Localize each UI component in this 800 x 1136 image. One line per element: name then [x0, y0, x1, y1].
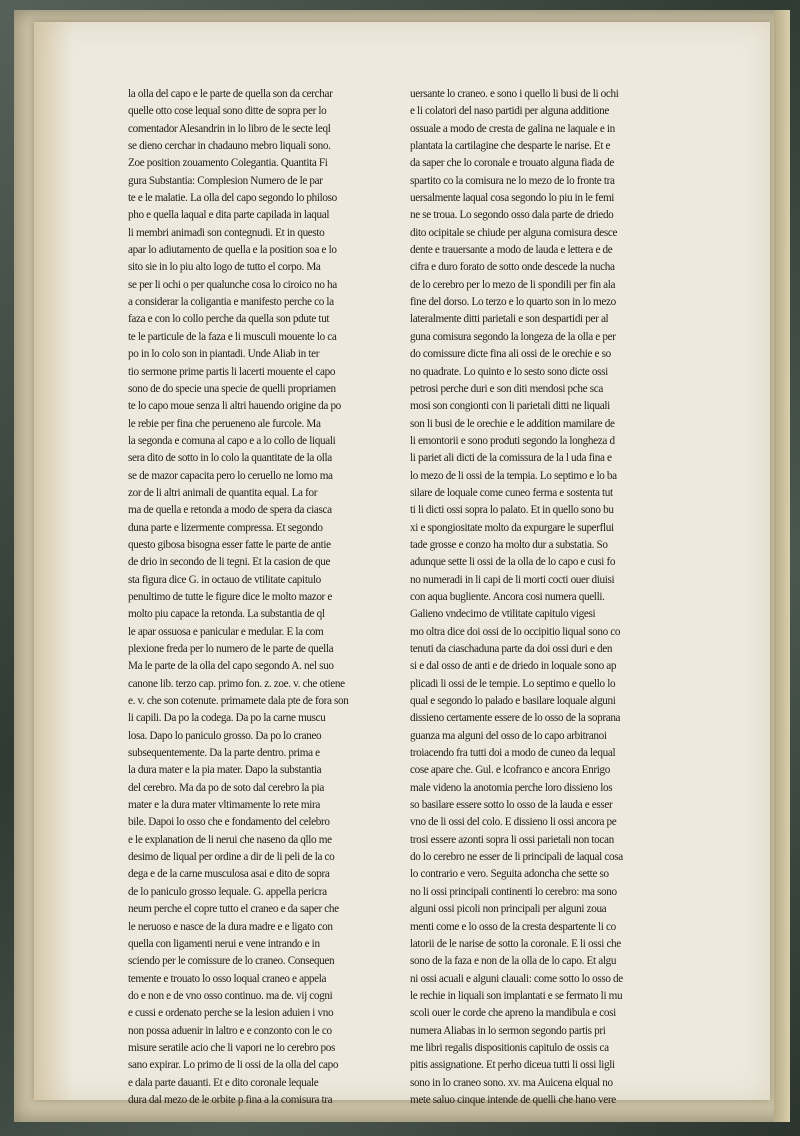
right-column-line: spartito co la comisura ne lo mezo de lo fronte tra [410, 174, 615, 187]
right-column-line: mete saluo cinque intende de quelli che hano vere [410, 1093, 616, 1106]
right-column-line: li pariet ali dicti de la comissura de la l uda fina e [410, 452, 612, 465]
right-column-line: con aqua bugliente. Ancora cosi numera quelli. [410, 590, 605, 603]
right-column-line: li emontorii e sono produti segondo la longheza d [410, 434, 615, 447]
page-gutter-stain [34, 22, 74, 1100]
right-column-line: cifra e duro forato de sotto onde descede la nucha [410, 261, 615, 274]
cover-edge [774, 10, 790, 1122]
left-column-line: non possa aduenir in laltro e e conzonto con le co [128, 1024, 332, 1037]
left-column-line: e dala parte dauanti. Et e dito coronale lequale [128, 1076, 319, 1089]
right-column-line: silare de loquale come cuneo ferma e sostenta tut [410, 486, 613, 499]
right-column-line: scoli ouer le corde che apreno la mandibula e cosi [410, 1007, 616, 1020]
left-column-line: apar lo adiutamento de quella e la position soa e lo [128, 244, 337, 257]
left-column-line: neum perche el copre tutto el craneo e da saper che [128, 903, 339, 916]
left-column-line: quella con ligamenti nerui e vene intrando e in [128, 937, 320, 950]
right-column-line: plantata la cartilagine che desparte le narise. Et e [410, 140, 611, 153]
right-column-line: tade grosse e conzo ha molto dur a substatia. So [410, 538, 608, 551]
left-column-line: misure seratile acio che li vapori ne lo cerebro pos [128, 1041, 336, 1054]
right-column-line: son li busi de le orechie e le addition mamilare de [410, 417, 615, 430]
left-column-line: la olla del capo e le parte de quella son da cerchar [128, 88, 333, 100]
right-column-line: troiacendo fra tutti doi a modo de cuneo da lequal [410, 747, 616, 760]
right-column-line: e li colatori del naso partidi per alguna additione [410, 105, 609, 118]
right-column-line: sono in lo craneo sono. xv. ma Auicena elqual no [410, 1076, 613, 1089]
right-column-line: dito ocipitale se chiude per alguna comisura desce [410, 226, 618, 239]
left-column-line: a considerar la coligantia e manifesto perche co la [128, 296, 334, 309]
left-column-line: le rebie per fina che perueneno ale furcole. Ma [128, 417, 321, 430]
left-column-line: duna parte e lizermente compressa. Et segondo [128, 521, 323, 534]
right-column-line: si e dal osso de anti e de driedo in loquale sono ap [410, 660, 617, 673]
left-column-line: sito sie in lo piu alto logo de tutto el corpo. Ma [128, 261, 321, 274]
right-column-line: dente e trauersante a modo de lauda e lettera e de [410, 244, 613, 257]
right-column-line: dissieno certamente essere de lo osso de la soprana [410, 712, 621, 725]
right-column-line: ossuale a modo de cresta de galina ne laquale e in [410, 122, 615, 135]
right-column-line: guna comisura segondo la longeza de la olla e per [410, 330, 616, 343]
left-column-line: sera dito de sotto in lo colo la quantitate de la olla [128, 452, 332, 465]
right-column-line: lateralmente ditti parietali e son despartidi per al [410, 313, 609, 326]
left-column-line: la dura mater e la pia mater. Dapo la substantia [128, 764, 322, 777]
right-column-line: uersalmente laqual cosa segondo lo piu in le femi [410, 192, 615, 205]
left-column-line: questo gibosa bisogna esser fatte le parte de antie [128, 538, 331, 551]
right-column-line: alguni ossi picoli non principali per alguni zoua [410, 903, 607, 916]
left-column-line: de drio in secondo de li tegni. Et la casion de que [128, 556, 331, 569]
right-column-line: so basilare essere sotto lo osso de la lauda e esser [410, 799, 613, 812]
left-column-line: molto piu capace la retonda. La substantia de ql [128, 608, 325, 621]
left-column-line: gura Substantia: Complesion Numero de le par [128, 174, 323, 187]
left-column-line: la segonda e comuna al capo e a lo collo de liquali [128, 434, 336, 447]
right-column-line: plicadi li ossi de le tempie. Lo septimo e quello lo [410, 677, 616, 690]
right-column-line: menti come e lo osso de la cresta despartente li co [410, 920, 616, 933]
right-column-line: no numeradi in li capi de li morti cocti ouer diuisi [410, 573, 615, 586]
left-column-line: dura dal mezo de le orbite p fina a la comisura tra [128, 1093, 333, 1106]
right-column-line: cose apare che. Gul. e lcofranco e ancora Enrigo [410, 764, 610, 777]
left-column-line: mater e la dura mater vltimamente lo rete mira [128, 799, 321, 812]
left-column-line: losa. Dapo lo paniculo grosso. Da po lo craneo [128, 729, 322, 742]
left-text-column [128, 86, 400, 1109]
right-column-line: vno de li ossi del colo. E dissieno li ossi ancora pe [410, 816, 617, 829]
left-column-line: e cussi e ordenato perche se la lesion aduien i vno [128, 1007, 334, 1020]
left-column-line: le apar ossuosa e panicular e medular. E la com [128, 625, 324, 638]
left-column-line: te lo capo moue senza li altri hauendo origine da po [128, 400, 341, 413]
right-column-line: le rechie in liquali son implantati e se fermato li mu [410, 989, 623, 1002]
left-column-line: sono de do specie una specie de quelli propriamen [128, 382, 336, 395]
left-column-line: comentador Alesandrin in lo libro de le secte leql [128, 122, 331, 135]
left-column-line: zor de li altri animali de quantita equal. La for [128, 486, 318, 499]
right-column-line: me libri regalis dispositionis capitulo de ossis ca [410, 1041, 609, 1054]
right-column-line: de lo cerebro per lo mezo de li spondili per fin ala [410, 278, 616, 291]
left-column-line: Zoe position zouamento Colegantia. Quantita Fi [128, 157, 328, 170]
left-column-line: ma de quella e retonda a modo de spera da ciasca [128, 504, 332, 517]
left-column-line: li membri animadi son contegnudi. Et in questo [128, 226, 325, 239]
right-column-line: mosi son congionti con li parietali ditti ne liquali [410, 400, 610, 413]
left-column-line: sta figura dice G. in octauo de vtilitate capitulo [128, 573, 321, 586]
right-column-line: ne se troua. Lo segondo osso dala parte de driedo [410, 209, 614, 222]
left-column-line: se per li ochi o per qualunche cosa lo ciroico no ha [128, 278, 337, 291]
right-text-column [410, 86, 682, 1109]
left-column-line: desimo de liqual per ordine a dir de li peli de la co [128, 851, 335, 864]
right-column-line: trosi essere azonti sopra li ossi parietali non tocan [410, 833, 614, 846]
left-column-line: plexione freda per lo numero de le parte de quella [128, 643, 334, 655]
left-column-line: le neruoso e nasce de la dura madre e e ligato con [128, 920, 333, 933]
left-column-line: dega e de la carne musculosa asai e dito de sopra [128, 868, 330, 881]
right-column-line: latorii de le narise de sotto la coronale. E li ossi che [410, 937, 621, 950]
left-column-line: sciendo per le comissure de lo craneo. Consequen [128, 955, 335, 968]
left-column-line: do e non e de vno osso continuo. ma de. vij cogni [128, 989, 333, 1002]
left-column-line: li capili. Da po la codega. Da po la carne muscu [128, 712, 326, 725]
left-column-line: e le explanation de li nerui che naseno da qllo me [128, 833, 332, 846]
left-column-line: de lo paniculo grosso lequale. G. appella pericra [128, 885, 327, 898]
right-column-line: uersante lo craneo. e sono i quello li busi de li ochi [410, 88, 619, 100]
left-column-line: te le particule de la faza e li musculi mouente lo ca [128, 330, 337, 343]
right-column-line: do comissure dicte fina ali ossi de le orechie e so [410, 348, 611, 361]
left-column-line: e. v. che son cotenute. primamete dala pte de fora son [128, 695, 349, 708]
right-column-line: male videno la anotomia perche loro dissieno los [410, 781, 613, 794]
right-column-line: da saper che lo coronale e trouato alguna fiada de [410, 157, 614, 170]
right-column-line: adunque sette li ossi de la olla de lo capo e cusi fo [410, 556, 616, 569]
right-column-line: pitis assignatione. Et perho diceua tutti li ossi ligli [410, 1059, 615, 1072]
right-column-line: mo oltra dice doi ossi de lo occipitio liqual sono co [410, 625, 621, 638]
right-column-line: Galieno vndecimo de vtilitate capitulo vigesi [410, 608, 596, 621]
right-column-line: guanza ma alguni del osso de lo capo arbitranoi [410, 729, 607, 742]
left-column-line: se dieno cerchar in chadauno mebro liquali sono. [128, 140, 331, 153]
left-column-line: del cerebro. Ma da po de soto dal cerebro la pia [128, 781, 324, 794]
left-column-line: pho e quella laqual e dita parte capilada in laqual [128, 209, 330, 222]
left-column-line: sano expirar. Lo primo de li ossi de la olla del capo [128, 1059, 339, 1072]
left-column-line: se de mazor capacita pero lo ceruello ne lomo ma [128, 469, 333, 482]
right-column-line: lo contrario e vero. Seguita adoncha che sette so [410, 868, 609, 881]
left-column-line: Ma le parte de la olla del capo segondo A. nel suo [128, 660, 334, 673]
right-column-line: lo mezo de li ossi de la tempia. Lo septimo e lo ba [410, 469, 617, 482]
left-column-line: penultimo de tutte le figure dice le molto mazor e [128, 590, 332, 603]
left-column-line: bile. Dapoi lo osso che e fondamento del celebro [128, 816, 330, 829]
right-column-line: sono de la faza e non de la olla de lo capo. Et algu [410, 955, 617, 968]
right-column-line: xi e spongiositate molto da expurgare le superflui [410, 521, 614, 534]
right-column-line: fine del dorso. Lo terzo e lo quarto son in lo mezo [410, 296, 616, 309]
left-column-line: tio sermone prime partis li lacerti mouente el capo [128, 365, 336, 378]
right-column-line: no li ossi principali continenti lo cerebro: ma sono [410, 885, 617, 898]
right-column-line: qual e segondo lo palado e basilare loquale alguni [410, 695, 616, 708]
left-column-line: faza e con lo collo perche da quella son pdute tut [128, 313, 330, 326]
right-column-line: ti li dicti ossi sopra lo palato. Et in quello sono bu [410, 504, 614, 517]
right-column-line: do lo cerebro ne esser de li principali de laqual cosa [410, 851, 623, 864]
left-column-line: po in lo colo son in piantadi. Unde Aliab in ter [128, 348, 320, 361]
left-column-line: te e le malatie. La olla del capo segondo lo philoso [128, 192, 337, 205]
left-column-line: quelle otto cose lequal sono ditte de sopra per lo [128, 105, 327, 118]
left-column-line: subsequentemente. Da la parte dentro. prima e [128, 747, 320, 760]
right-column-line: ni ossi acuali e alguni clauali: come sotto lo osso de [410, 972, 623, 985]
right-column-line: no quadrate. Lo quinto e lo sesto sono dicte ossi [410, 365, 608, 378]
left-column-line: temente e trouato lo osso loqual craneo e appela [128, 972, 327, 985]
right-column-line: numera Aliabas in lo sermon segondo partis pri [410, 1024, 606, 1037]
left-column-line: canone lib. terzo cap. primo fon. z. zoe. v. che otiene [128, 677, 345, 690]
right-column-line: tenuti da ciaschaduna parte da doi ossi duri e den [410, 643, 613, 655]
right-column-line: petrosi perche duri e son diti mendosi pche sca [410, 382, 603, 395]
